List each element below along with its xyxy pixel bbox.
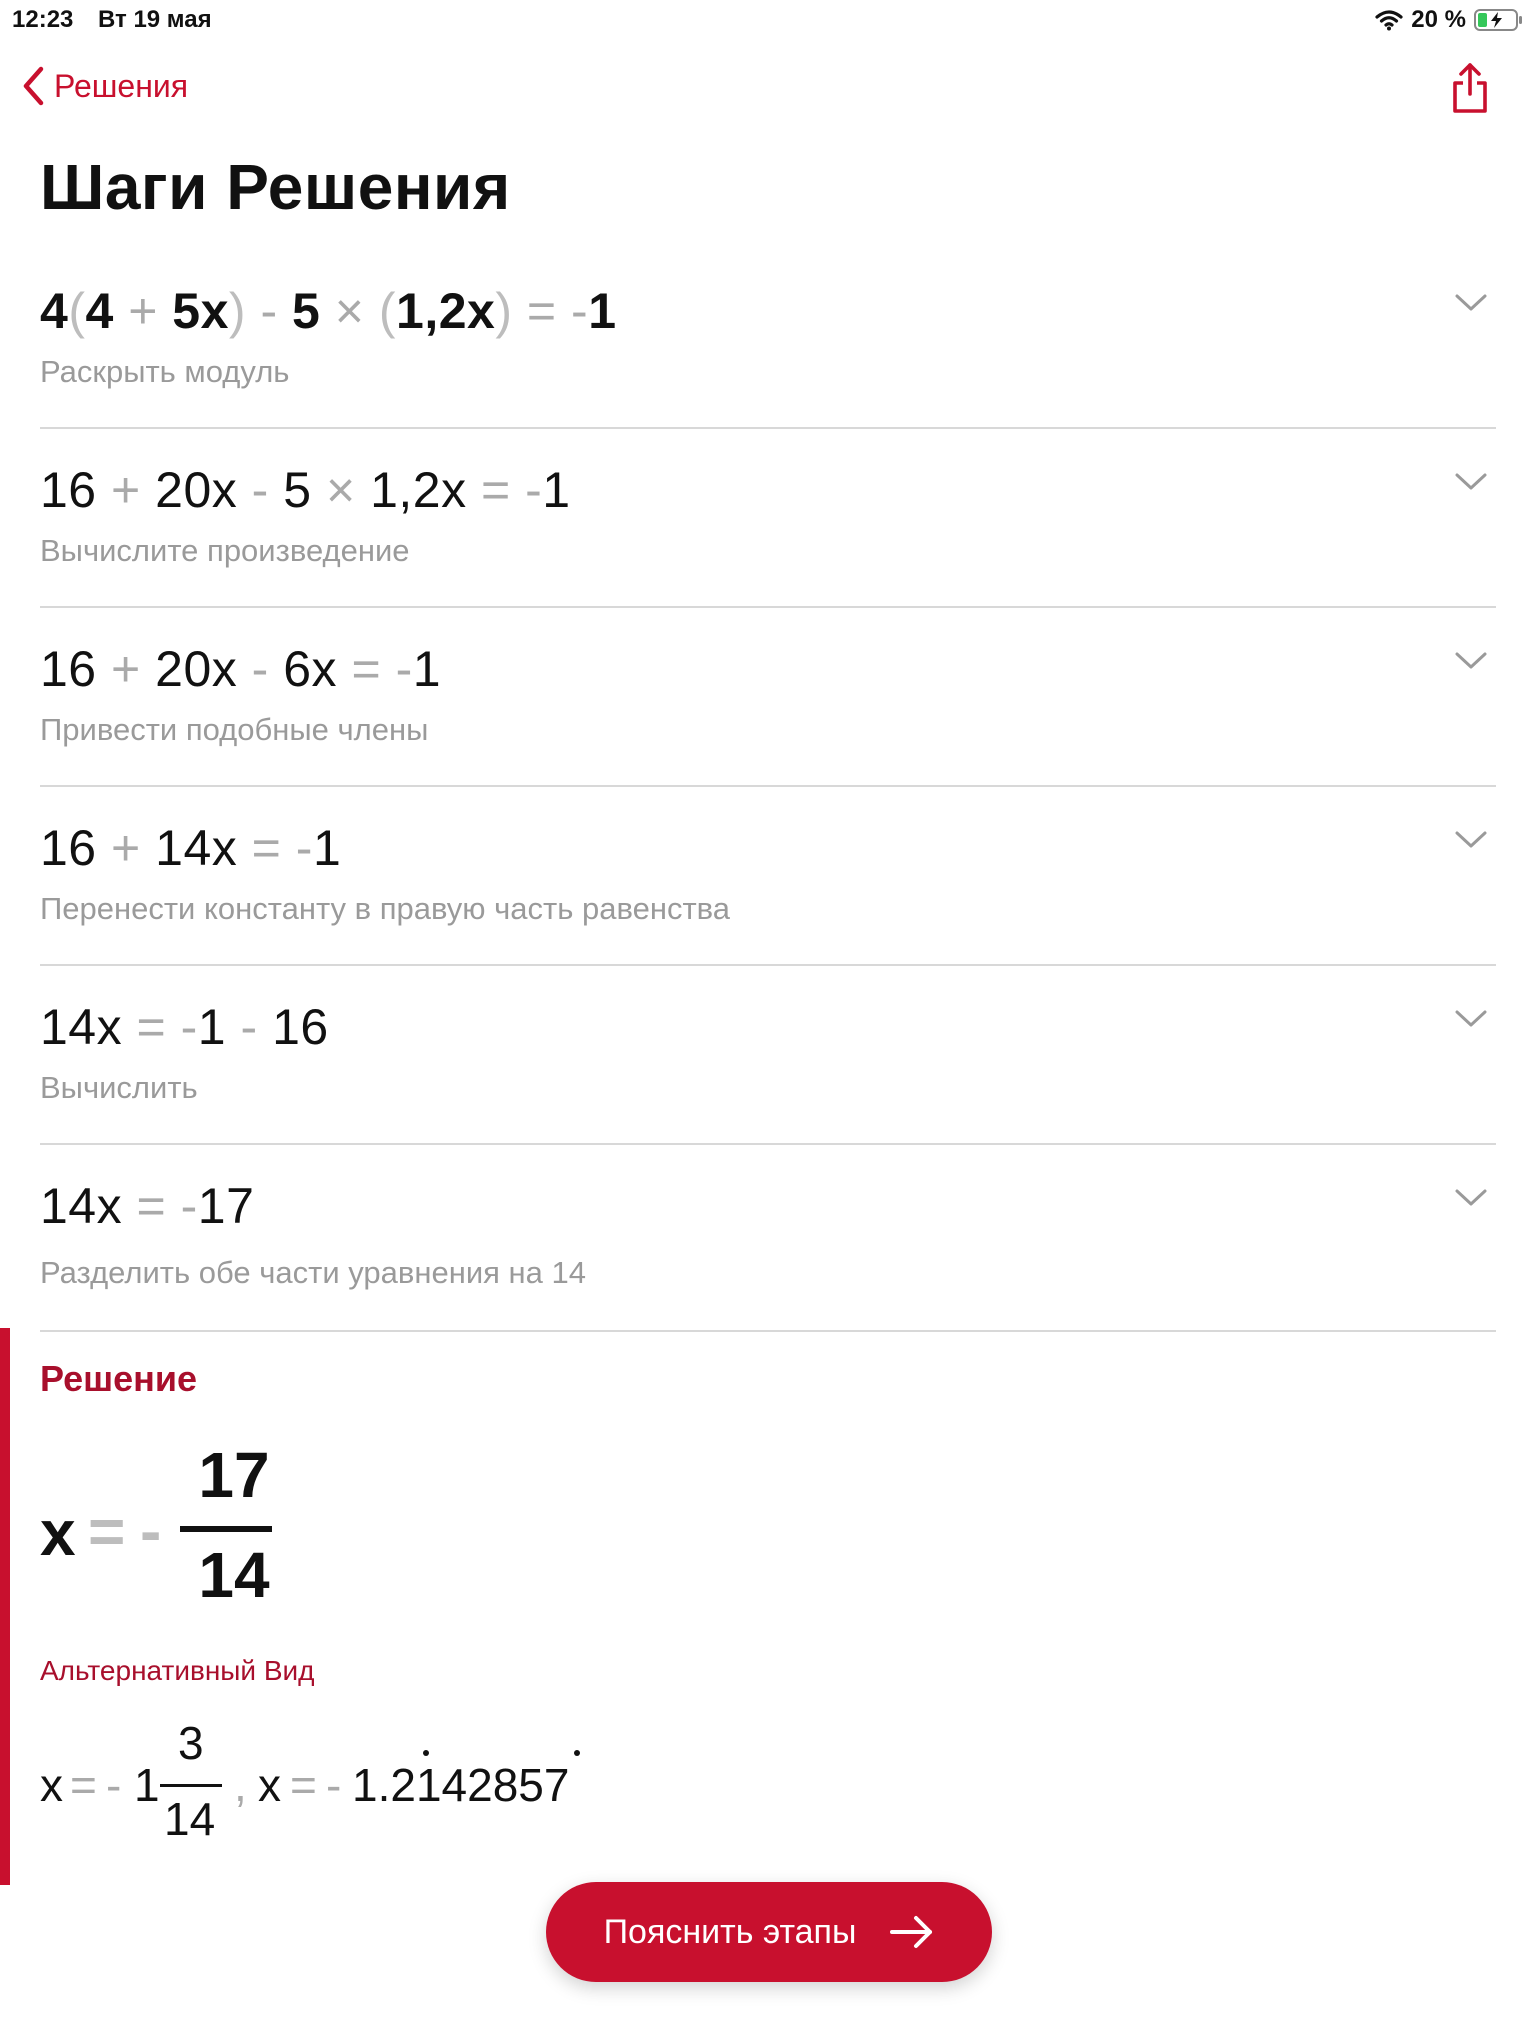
- status-bar: [0, 0, 1536, 40]
- share-icon[interactable]: [1450, 62, 1490, 114]
- solution-accent-bar: [0, 1328, 10, 1885]
- alt-mixed-equals: =: [70, 1759, 97, 1811]
- step-item[interactable]: [40, 608, 1496, 787]
- alt-mixed-variable: x: [40, 1759, 63, 1811]
- chevron-down-icon[interactable]: [1454, 1008, 1488, 1030]
- step-description: Вычислить: [40, 1070, 198, 1105]
- fraction-bar: [180, 1526, 272, 1532]
- back-label: Решения: [54, 67, 189, 104]
- step-expression: 4(4 + 5x) - 5 × (1,2x) = -1: [40, 283, 617, 339]
- solution-title: Решение: [40, 1358, 198, 1399]
- alternative-forms: [40, 1717, 740, 1852]
- answer-variable: x: [40, 1497, 76, 1569]
- step-description: Привести подобные члены: [40, 712, 429, 747]
- answer-numerator: 17: [198, 1439, 270, 1511]
- step-item[interactable]: [40, 1145, 1496, 1332]
- alt-mixed-whole: 1: [134, 1759, 160, 1811]
- chevron-down-icon[interactable]: [1454, 471, 1488, 493]
- step-item[interactable]: [40, 429, 1496, 608]
- arrow-right-icon: [890, 1915, 934, 1949]
- alt-decimal-sign: -: [326, 1759, 342, 1811]
- alt-fraction-bar: [160, 1784, 222, 1787]
- alt-decimal-value: 1.2142857: [352, 1759, 570, 1811]
- step-expression: 14x = -17: [40, 1178, 255, 1234]
- repeating-dot: [423, 1750, 429, 1756]
- alt-decimal-equals: =: [290, 1759, 317, 1811]
- alternative-form-title: Альтернативный Вид: [40, 1655, 315, 1686]
- alt-mixed-denominator: 14: [164, 1793, 216, 1845]
- status-right: [1375, 6, 1524, 34]
- step-description: Перенести константу в правую часть равенства: [40, 891, 731, 926]
- alt-decimal-variable: x: [258, 1759, 281, 1811]
- answer-sign: -: [140, 1495, 162, 1567]
- nav-bar: [0, 58, 1536, 128]
- explain-steps-label: Пояснить этапы: [603, 1912, 857, 1951]
- step-item[interactable]: [40, 787, 1496, 966]
- battery-charging-icon: [1474, 8, 1524, 32]
- wifi-icon: [1375, 9, 1403, 31]
- status-time: 12:23: [12, 6, 74, 33]
- step-expression: 14x = -1 - 16: [40, 999, 329, 1055]
- steps-list: [40, 250, 1496, 1332]
- answer-denominator: 14: [198, 1539, 270, 1611]
- chevron-down-icon[interactable]: [1454, 650, 1488, 672]
- alt-mixed-sign: -: [106, 1759, 122, 1811]
- step-expression: 16 + 14x = -1: [40, 820, 342, 876]
- step-item[interactable]: [40, 966, 1496, 1145]
- chevron-down-icon[interactable]: [1454, 292, 1488, 314]
- chevron-left-icon: [22, 66, 44, 106]
- step-expression: 16 + 20x - 6x = -1: [40, 641, 442, 697]
- step-item[interactable]: [40, 250, 1496, 429]
- step-description: Разделить обе части уравнения на 14: [40, 1255, 587, 1290]
- alt-mixed-numerator: 3: [178, 1717, 204, 1769]
- repeating-dot: [574, 1750, 580, 1756]
- step-description: Раскрыть модуль: [40, 354, 290, 389]
- chevron-down-icon[interactable]: [1454, 1187, 1488, 1209]
- status-date: Вт 19 мая: [98, 6, 212, 33]
- page-title: Шаги Решения: [40, 151, 511, 223]
- explain-steps-button[interactable]: [546, 1882, 992, 1982]
- step-description: Вычислите произведение: [40, 533, 410, 568]
- alt-separator: ,: [234, 1759, 247, 1811]
- back-button[interactable]: [22, 66, 188, 106]
- step-expression: 16 + 20x - 5 × 1,2x = -1: [40, 462, 571, 518]
- answer-equals: =: [88, 1495, 126, 1567]
- chevron-down-icon[interactable]: [1454, 829, 1488, 851]
- battery-percent: 20 %: [1411, 6, 1466, 33]
